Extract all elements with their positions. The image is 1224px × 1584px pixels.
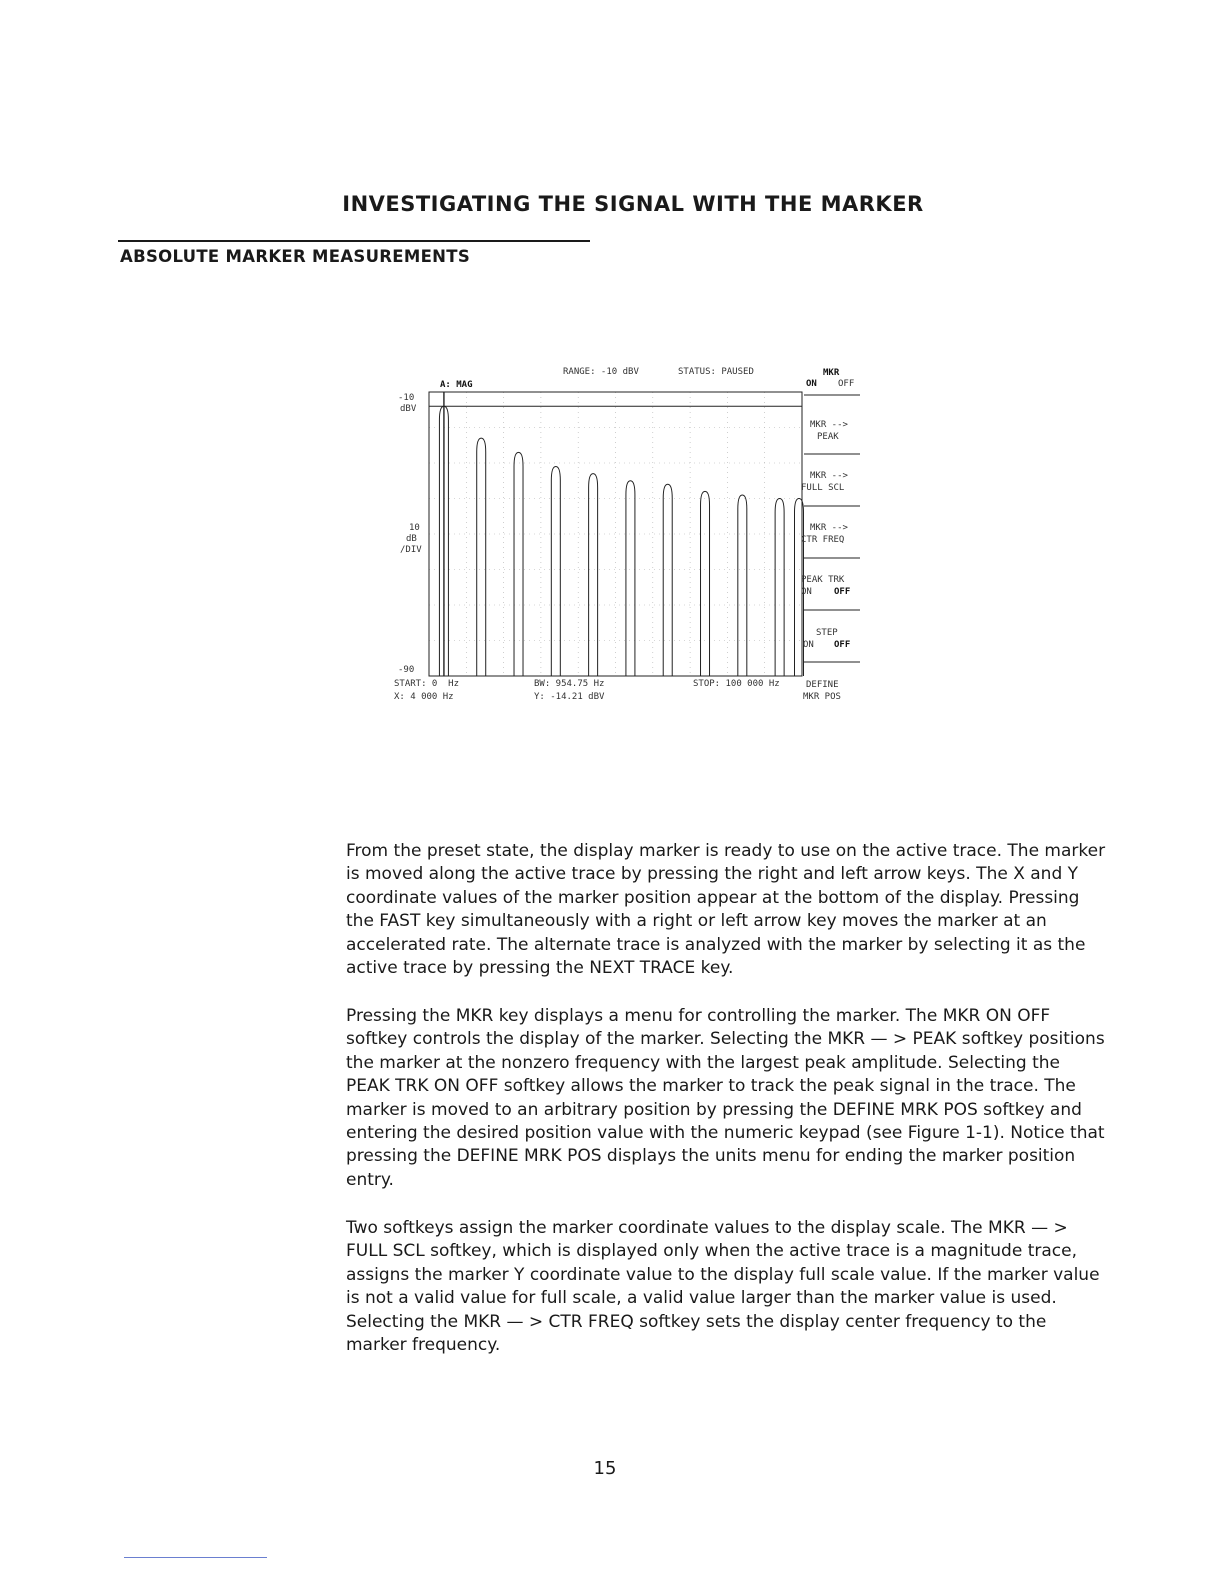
step-line1: STEP <box>816 628 838 638</box>
scale-value: 10 <box>409 523 420 533</box>
ref-level: -10 <box>398 393 415 403</box>
marker-x-readout: X: 4 000 Hz <box>394 692 454 702</box>
stop-freq: STOP: 100 000 Hz <box>693 679 780 689</box>
marker-y-readout: Y: -14.21 dBV <box>534 692 605 702</box>
trace-peak <box>626 481 635 676</box>
paragraph-2: Pressing the MKR key displays a menu for controlling the marker. The MKR ON OFF softkey controls the display of the marker. Selecting the MKR — > PEAK softkey positions the marker at the nonzero frequency with the largest peak amplitude. Selecting the PEAK TRK ON OFF softkey allows the marker to track the peak signal in the trace. The marker is moved to an arbitrary position by pressing the DEFINE MRK POS softkey and entering the desired position value with the numeric keypad (see Figure 1-1). Notice that pressing the DEFINE MRK POS displays the units menu for ending the marker position entry. <box>346 1006 1105 1190</box>
step-off: OFF <box>834 640 851 650</box>
trace-label: A: MAG <box>440 380 473 390</box>
trace-peak <box>551 467 560 676</box>
section-heading: ABSOLUTE MARKER MEASUREMENTS <box>120 247 471 266</box>
softkey-mkr-title: MKR <box>823 368 840 378</box>
trace-peak <box>514 452 523 676</box>
mkr-on-label: ON <box>806 379 817 389</box>
mkr-off-label: OFF <box>838 379 855 389</box>
range-readout: RANGE: -10 dBV <box>563 367 639 377</box>
peak-trk-line1: PEAK TRK <box>801 575 845 585</box>
paragraph-1: From the preset state, the display marker is ready to use on the active trace. The marker is moved along the active trace by pressing the right and left arrow keys. The X and Y coordinate values of the marker position appear at the bottom of the display. Pressing the FAST key simultaneously with a right or left arrow key moves the marker at an accelerated rate. The alternate trace is analyzed with the marker by selecting it as the active trace by pressing the NEXT TRACE key. <box>346 841 1106 979</box>
status-readout: STATUS: PAUSED <box>678 367 754 377</box>
footer-line <box>124 1557 267 1558</box>
peak-trk-off: OFF <box>834 587 851 597</box>
analyzer-screen <box>380 360 880 710</box>
ref-unit: dBV <box>400 404 417 414</box>
mkr-ctrfreq-line1: MKR --> <box>810 523 848 533</box>
section-rule <box>118 240 590 242</box>
mkr-fullscl-line2: FULL SCL <box>801 483 845 493</box>
bandwidth-readout: BW: 954.75 Hz <box>534 679 605 689</box>
trace-peak <box>738 495 747 676</box>
trace-peak <box>775 499 784 677</box>
start-freq: START: 0 Hz <box>394 679 460 689</box>
scale-div: /DIV <box>400 545 422 555</box>
trace-peak <box>701 491 710 676</box>
define-line2: MKR POS <box>803 692 841 702</box>
mkr-fullscl-line1: MKR --> <box>810 471 848 481</box>
plot-grid <box>429 392 802 676</box>
trace-peak <box>589 474 598 676</box>
paragraph-3: Two softkeys assign the marker coordinate values to the display scale. The MKR — > FULL SCL softkey, which is displayed only when the active trace is a magnitude trace, assigns the marker Y coordinate value to the display full scale value. If the marker value is not a valid value for full scale, a valid value larger than the marker value is used. Selecting the MKR — > CTR FREQ softkey sets the display center frequency to the marker frequency. <box>346 1218 1100 1356</box>
scale-unit: dB <box>406 534 417 544</box>
mkr-ctrfreq-line2: CTR FREQ <box>801 535 845 545</box>
page-number: 15 <box>593 1458 617 1479</box>
define-line1: DEFINE <box>806 680 839 690</box>
step-on: ON <box>803 640 814 650</box>
mkr-peak-line1: MKR --> <box>810 420 848 430</box>
bottom-level: -90 <box>398 665 415 675</box>
trace-peak <box>663 484 672 676</box>
mkr-peak-line2: PEAK <box>817 432 839 442</box>
peak-trk-on: ON <box>801 587 812 597</box>
page-title: INVESTIGATING THE SIGNAL WITH THE MARKER <box>342 192 924 216</box>
